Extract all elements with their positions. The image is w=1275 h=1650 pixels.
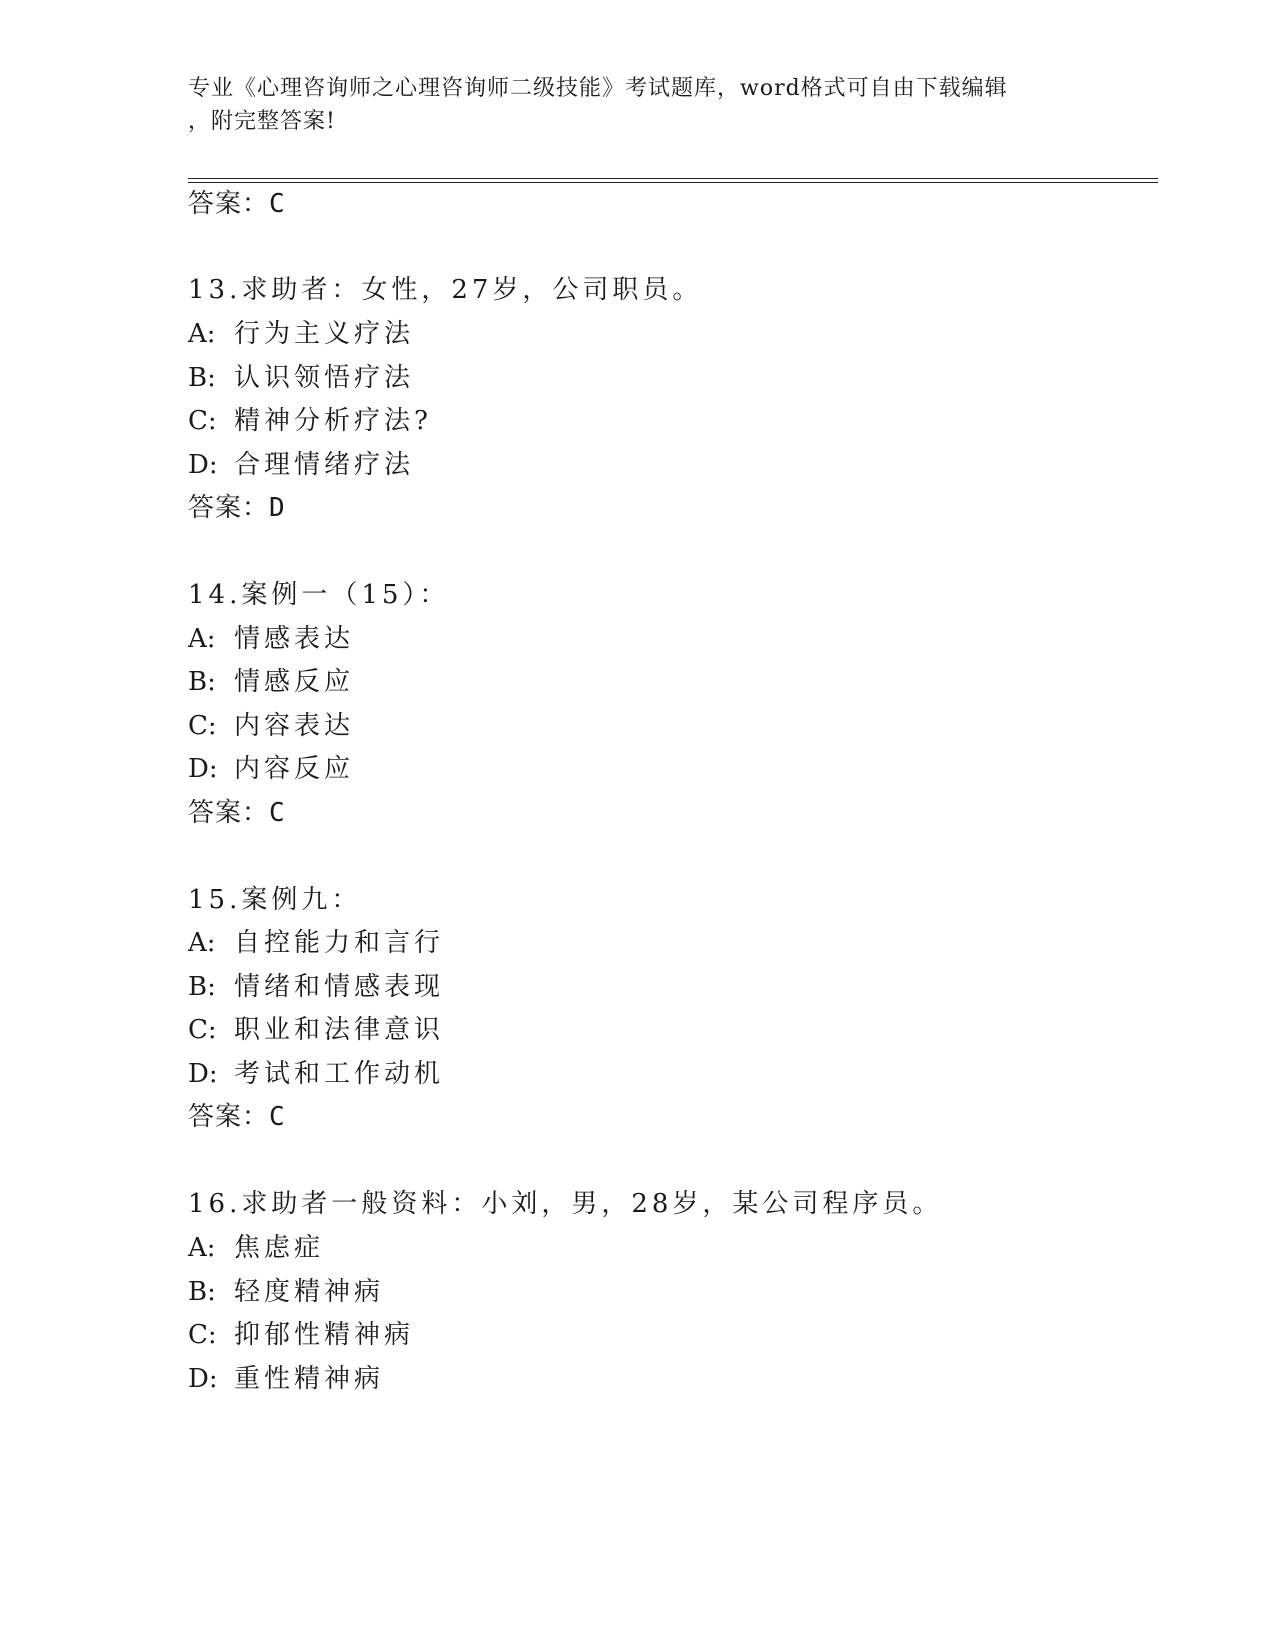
option-key: A: — [188, 624, 216, 654]
option-text: 内容反应 — [234, 754, 355, 784]
option-key: B: — [188, 972, 216, 1002]
answer-value: C — [269, 189, 286, 219]
option-key: C: — [188, 1015, 217, 1045]
option-line — [188, 753, 354, 785]
answer-label: 答案： — [188, 798, 270, 828]
option-text: 情感反应 — [234, 667, 355, 697]
question-stem: 14.案例一（15）： — [188, 580, 450, 610]
option-text: 抑郁性精神病 — [234, 1320, 415, 1350]
option-line — [188, 1058, 444, 1090]
option-text: 精神分析疗法? — [234, 406, 432, 436]
option-text: 合理情绪疗法 — [234, 450, 415, 480]
option-key: D: — [188, 450, 218, 480]
option-key: C: — [188, 1320, 217, 1350]
option-text: 情绪和情感表现 — [234, 972, 445, 1002]
option-key: D: — [188, 1059, 218, 1089]
header-line-1: 专业《心理咨询师之心理咨询师二级技能》考试题库，word格式可自由下载编辑 — [188, 76, 1008, 101]
answer-line — [188, 1101, 286, 1133]
option-text: 考试和工作动机 — [234, 1059, 445, 1089]
option-line — [188, 1014, 444, 1046]
option-text: 重性精神病 — [234, 1364, 385, 1394]
option-line — [188, 405, 432, 437]
option-line — [188, 449, 414, 481]
option-line — [188, 710, 354, 742]
option-text: 焦虑症 — [234, 1233, 325, 1263]
option-key: C: — [188, 406, 217, 436]
document-header — [188, 72, 1068, 138]
question-stem: 15.案例九： — [188, 885, 362, 915]
option-key: A: — [188, 1233, 216, 1263]
option-text: 行为主义疗法 — [234, 319, 415, 349]
option-line — [188, 971, 444, 1003]
option-text: 内容表达 — [234, 711, 355, 741]
option-line — [188, 1319, 414, 1351]
option-key: B: — [188, 667, 216, 697]
option-key: B: — [188, 1277, 216, 1307]
option-line — [188, 1276, 384, 1308]
option-key: D: — [188, 1364, 218, 1394]
option-key: A: — [188, 928, 216, 958]
option-key: D: — [188, 754, 218, 784]
option-text: 情感表达 — [234, 624, 355, 654]
question-stem: 16.求助者一般资料：小刘，男，28岁，某公司程序员。 — [188, 1189, 943, 1219]
answer-line — [188, 188, 286, 220]
option-text: 认识领悟疗法 — [234, 363, 415, 393]
answer-label: 答案： — [188, 493, 270, 523]
option-text: 职业和法律意识 — [234, 1015, 445, 1045]
option-line — [188, 362, 414, 394]
option-text: 轻度精神病 — [234, 1277, 385, 1307]
option-text: 自控能力和言行 — [234, 928, 445, 958]
option-line — [188, 1232, 324, 1264]
answer-line — [188, 797, 286, 829]
option-line — [188, 1363, 384, 1395]
question-stem: 13.求助者：女性，27岁，公司职员。 — [188, 275, 703, 305]
answer-value: C — [269, 798, 286, 828]
header-divider — [188, 178, 1158, 183]
answer-label: 答案： — [188, 1102, 270, 1132]
header-line-2: ，附完整答案! — [188, 109, 336, 134]
option-line — [188, 318, 414, 350]
option-line — [188, 623, 354, 655]
option-key: A: — [188, 319, 216, 349]
answer-value: C — [269, 1102, 286, 1132]
answer-line — [188, 492, 286, 524]
option-line — [188, 666, 354, 698]
option-key: B: — [188, 363, 216, 393]
answer-value: D — [269, 493, 286, 523]
option-line — [188, 927, 444, 959]
option-key: C: — [188, 711, 217, 741]
answer-label: 答案： — [188, 189, 270, 219]
